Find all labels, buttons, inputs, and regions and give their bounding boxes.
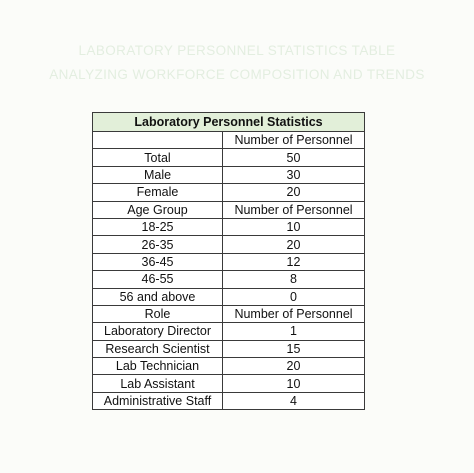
table-row: [93, 323, 365, 340]
row-value-cell: Number of Personnel: [223, 132, 365, 149]
row-label-cell: Age Group: [93, 201, 223, 218]
row-label-cell: 46-55: [93, 271, 223, 288]
row-label-cell: Female: [93, 184, 223, 201]
table-row: [93, 149, 365, 166]
table-row: [93, 375, 365, 392]
row-label-cell: Lab Technician: [93, 358, 223, 375]
table-row: [93, 392, 365, 409]
row-label-cell: [93, 132, 223, 149]
table-row: [93, 340, 365, 357]
row-label-cell: 26-35: [93, 236, 223, 253]
row-value-cell: 8: [223, 271, 365, 288]
table-title: Laboratory Personnel Statistics: [93, 113, 365, 132]
table-row: [93, 305, 365, 322]
table-row: [93, 253, 365, 270]
table-row: [93, 166, 365, 183]
table-row: [93, 184, 365, 201]
row-value-cell: 20: [223, 184, 365, 201]
row-label-cell: Total: [93, 149, 223, 166]
table-row: [93, 132, 365, 149]
row-value-cell: 20: [223, 358, 365, 375]
row-label-cell: 36-45: [93, 253, 223, 270]
row-value-cell: 1: [223, 323, 365, 340]
row-value-cell: Number of Personnel: [223, 305, 365, 322]
table-row: [93, 201, 365, 218]
row-value-cell: 30: [223, 166, 365, 183]
row-value-cell: 0: [223, 288, 365, 305]
row-label-cell: Male: [93, 166, 223, 183]
row-value-cell: Number of Personnel: [223, 201, 365, 218]
row-label-cell: Lab Assistant: [93, 375, 223, 392]
row-value-cell: 10: [223, 375, 365, 392]
row-value-cell: 50: [223, 149, 365, 166]
row-value-cell: 12: [223, 253, 365, 270]
table-row: [93, 218, 365, 235]
row-label-cell: Laboratory Director: [93, 323, 223, 340]
row-label-cell: Research Scientist: [93, 340, 223, 357]
personnel-statistics-table: [92, 112, 365, 410]
row-label-cell: Role: [93, 305, 223, 322]
table-row: [93, 236, 365, 253]
watermark-title-line-2: ANALYZING WORKFORCE COMPOSITION AND TRENDS: [49, 67, 425, 82]
watermark-title-line-1: LABORATORY PERSONNEL STATISTICS TABLE: [78, 43, 396, 58]
row-value-cell: 15: [223, 340, 365, 357]
row-value-cell: 4: [223, 392, 365, 409]
row-value-cell: 10: [223, 218, 365, 235]
row-label-cell: 18-25: [93, 218, 223, 235]
table-row: [93, 271, 365, 288]
row-value-cell: 20: [223, 236, 365, 253]
row-label-cell: Administrative Staff: [93, 392, 223, 409]
table-row: [93, 358, 365, 375]
table-title-row: [93, 113, 365, 132]
table-row: [93, 288, 365, 305]
row-label-cell: 56 and above: [93, 288, 223, 305]
